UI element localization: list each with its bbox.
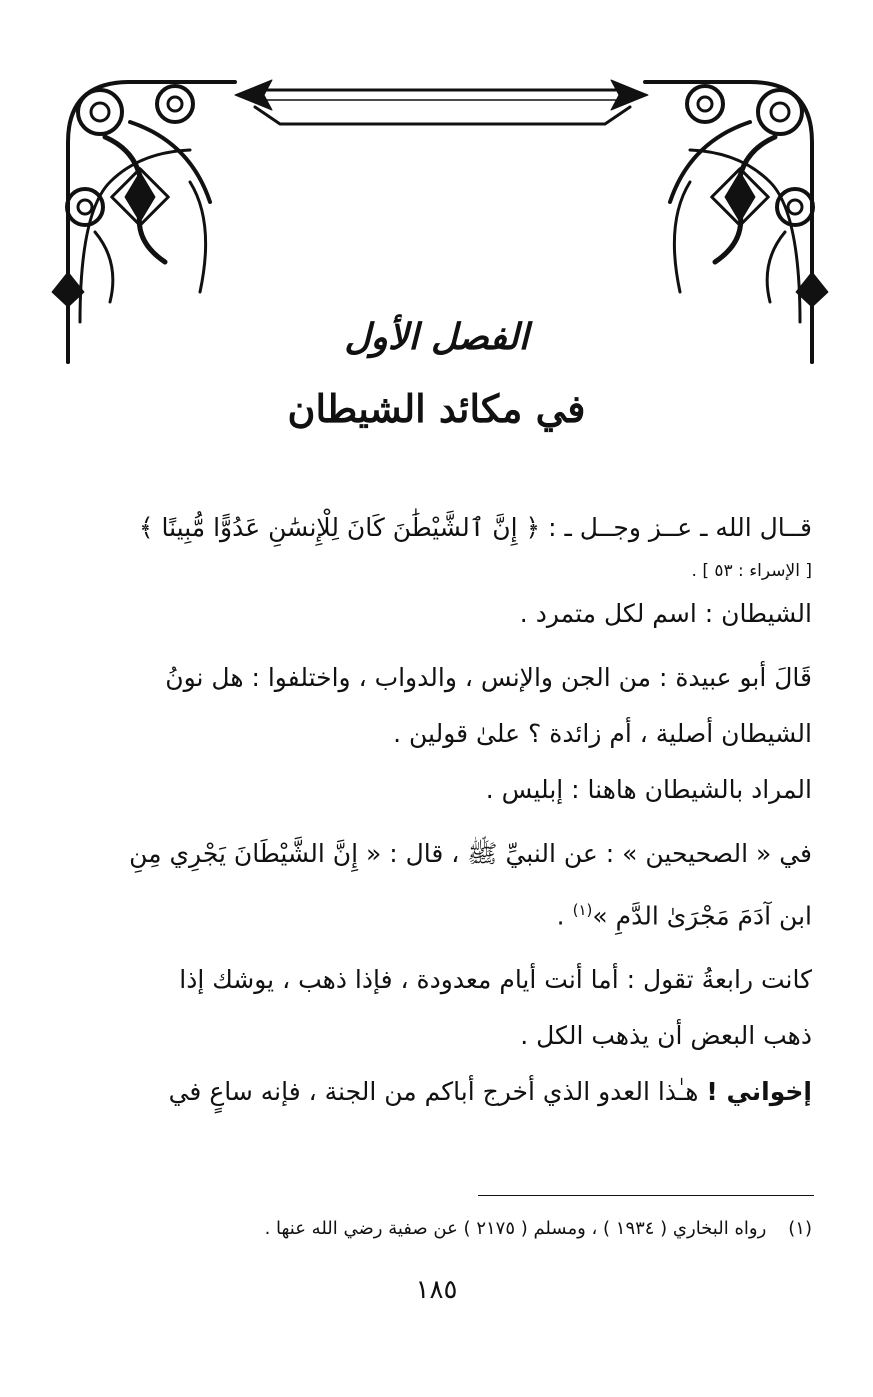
page-number: ١٨٥ [415, 1275, 458, 1305]
footnote-marker[interactable]: (١) [572, 901, 593, 919]
chapter-title: في مكائد الشيطان [287, 386, 586, 431]
paragraph-iblis: المراد بالشيطان هاهنا : إبليس . [485, 775, 812, 804]
paragraph-line: كانت رابعةُ تقول : أما أنت أيام معدودة ، فإذا ذهب ، يوشك إذا [179, 965, 812, 995]
chapter-body [52, 500, 812, 1120]
paragraph-line: ذهب البعض أن يذهب الكل . [520, 1021, 812, 1051]
paragraph-abu-ubaida [52, 650, 812, 762]
paragraph-line: الشيطان أصلية ، أم زائدة ؟ علىٰ قولين . [393, 719, 812, 748]
paragraph-shaytan-definition: الشيطان : اسم لكل متمرد . [519, 599, 812, 628]
paragraph-rabia [52, 952, 812, 1064]
footnote [52, 1218, 812, 1239]
quran-verse-intro: قــال الله ـ عــز وجــل ـ : ﴿ إِنَّ ٱلشَّيْطَٰنَ كَانَ لِلْإِنسَٰنِ عَدُوًّا مُّبِينًا ﴾ [138, 513, 812, 542]
sentence-end: . [556, 901, 573, 931]
paragraph-line: في « الصحيحين » : عن النبيِّ ﷺ ، قال : « إِنَّ الشَّيْطَانَ يَجْرِي مِنِ [129, 839, 812, 868]
paragraph-line [52, 882, 812, 944]
footnote-divider [478, 1195, 814, 1196]
paragraph-text: هـٰذا العدو الذي أخرج أباكم من الجنة ، فإنه ساعٍ في [168, 1077, 707, 1107]
footnote-text: رواه البخاري ( ١٩٣٤ ) ، ومسلم ( ٢١٧٥ ) عن صفية رضي الله عنها . [264, 1218, 767, 1239]
bold-lead-word: إخواني ! [706, 1077, 812, 1107]
paragraph-line: قَالَ أبو عبيدة : من الجن والإنس ، والدواب ، واختلفوا : هل نونُ [165, 663, 812, 692]
paragraph-brothers [52, 1064, 812, 1120]
chapter-label: الفصل الأول [344, 316, 529, 358]
quran-verse-reference: [ الإسراء : ٥٣ ] . [691, 561, 812, 581]
hadith-text-end: ابن آدَمَ مَجْرَىٰ الدَّمِ » [592, 901, 812, 931]
paragraph-hadith [52, 826, 812, 944]
footnote-number: (١) [788, 1218, 812, 1239]
